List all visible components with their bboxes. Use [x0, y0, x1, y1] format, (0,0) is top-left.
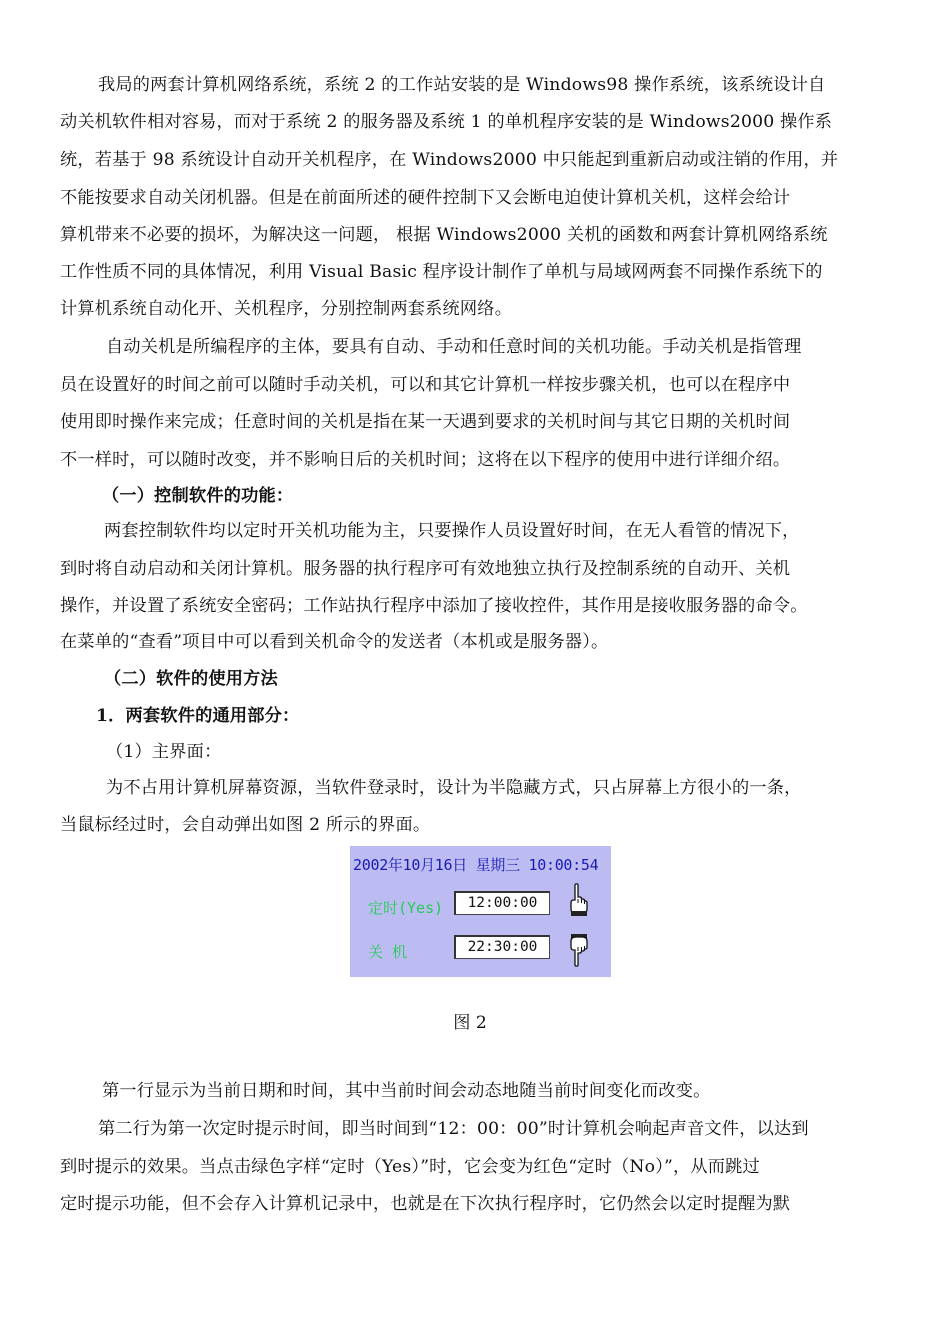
- paragraph-line: 不一样时，可以随时改变，并不影响日后的关机时间；这将在以下程序的使用中进行详细介绍。: [60, 450, 791, 470]
- hand-pointing-up-icon: [566, 883, 588, 917]
- timer-toggle-label: 定时(Yes): [368, 899, 444, 917]
- shutdown-label: 关 机: [368, 943, 408, 961]
- paragraph-line: 算机带来不必要的损坏，为解决这一问题， 根据 Windows2000 关机的函数和两套计算机网络系统: [60, 225, 828, 245]
- paragraph-line: 到时提示的效果。当点击绿色字样“定时（Yes）”时，它会变为红色“定时（No）”，从而跳过: [60, 1157, 760, 1177]
- timer-widget-figure: [350, 846, 611, 977]
- paragraph-line: 动关机软件相对容易，而对于系统 2 的服务器及系统 1 的单机程序安装的是 Windows2000 操作系: [60, 112, 833, 132]
- paragraph-line: 第一行显示为当前日期和时间，其中当前时间会动态地随当前时间变化而改变。: [102, 1081, 711, 1101]
- paragraph-line: 两套控制软件均以定时开关机功能为主，只要操作人员设置好时间，在无人看管的情况下，: [104, 521, 800, 541]
- section-heading: （二）软件的使用方法: [104, 669, 278, 689]
- paragraph-line: 工作性质不同的具体情况，利用 Visual Basic 程序设计制作了单机与局域网两套不同操作系统下的: [60, 262, 823, 282]
- section-heading: （一）控制软件的功能：: [102, 486, 294, 506]
- paragraph-line: 到时将自动启动和关闭计算机。服务器的执行程序可有效地独立执行及控制系统的自动开、关机: [60, 559, 791, 579]
- paragraph-line: 计算机系统自动化开、关机程序，分别控制两套系统网络。: [60, 299, 513, 319]
- paragraph-line: 员在设置好的时间之前可以随时手动关机，可以和其它计算机一样按步骤关机，也可以在程序中: [60, 375, 791, 395]
- datetime-display: 2002年10月16日 星期三 10:00:54: [353, 856, 599, 874]
- paragraph-line: 为不占用计算机屏幕资源，当软件登录时，设计为半隐藏方式，只占屏幕上方很小的一条，: [106, 778, 802, 798]
- timer-time-field: 12:00:00: [454, 891, 550, 915]
- paragraph-line: 统，若基于 98 系统设计自动开关机程序，在 Windows2000 中只能起到重新启动或注销的作用，并: [60, 150, 839, 170]
- paragraph-line: 操作，并设置了系统安全密码；工作站执行程序中添加了接收控件，其作用是接收服务器的命令。: [60, 596, 808, 616]
- paragraph-line: 使用即时操作来完成；任意时间的关机是指在某一天遇到要求的关机时间与其它日期的关机时间: [60, 412, 791, 432]
- paragraph-line: 我局的两套计算机网络系统，系统 2 的工作站安装的是 Windows98 操作系统，该系统设计自: [98, 75, 826, 95]
- figure-caption: 图 2: [453, 1013, 487, 1033]
- shutdown-time-field: 22:30:00: [454, 935, 550, 959]
- hand-pointing-down-icon: [566, 933, 588, 967]
- subsection-heading: 1．两套软件的通用部分：: [96, 706, 300, 726]
- paragraph-line: 定时提示功能，但不会存入计算机记录中，也就是在下次执行程序时，它仍然会以定时提醒为默: [60, 1194, 791, 1214]
- paragraph-line: 自动关机是所编程序的主体，要具有自动、手动和任意时间的关机功能。手动关机是指管理: [106, 337, 802, 357]
- sub-item-heading: （1）主界面：: [106, 742, 222, 762]
- paragraph-line: 在菜单的“查看”项目中可以看到关机命令的发送者（本机或是服务器）。: [60, 632, 609, 652]
- paragraph-line: 不能按要求自动关闭机器。但是在前面所述的硬件控制下又会断电迫使计算机关机，这样会给计: [60, 188, 791, 208]
- paragraph-line: 第二行为第一次定时提示时间，即当时间到“12：00：00”时计算机会响起声音文件，以达到: [98, 1119, 809, 1139]
- paragraph-line: 当鼠标经过时，会自动弹出如图 2 所示的界面。: [60, 815, 431, 835]
